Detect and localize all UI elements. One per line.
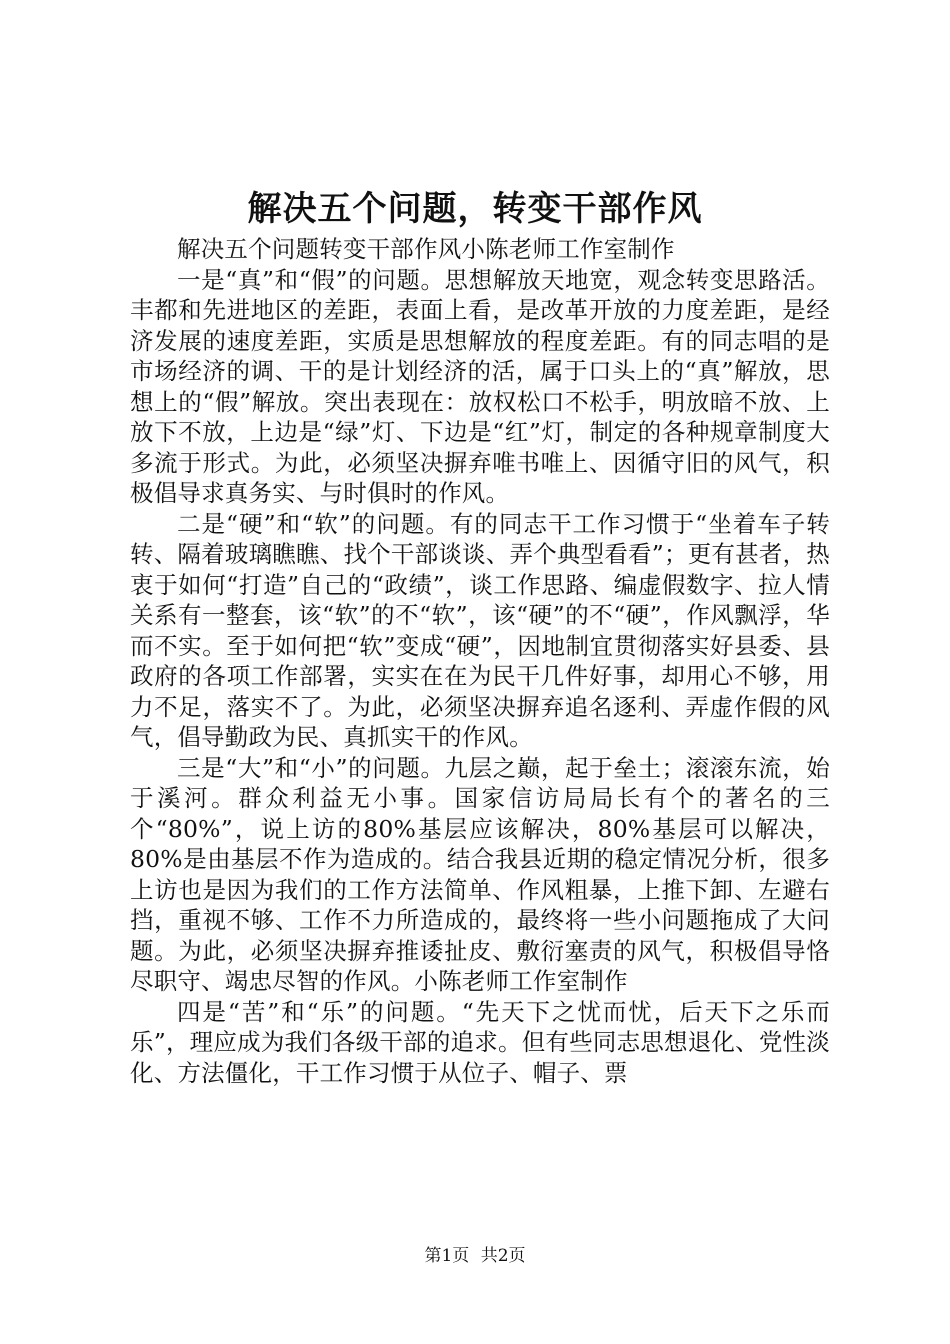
- paragraph-4: 四是“苦”和“乐”的问题。“先天下之忧而忧，后天下之乐而乐”，理应成为我们各级干部的追求。但有些同志思想退化、党性淡化、方法僵化，干工作习惯于从位子、帽子、票: [130, 997, 830, 1087]
- paragraph-3: 三是“大”和“小”的问题。九层之巅，起于垒土；滚滚东流，始于溪河。群众利益无小事。国家信访局局长有个的著名的三个“80%”，说上访的80%基层应该解决，80%基层可以解决，80%是由基层不作为造成的。结合我县近期的稳定情况分析，很多上访也是因为我们的工作方法简单、作风粗暴，上推下卸、左避右挡，重视不够、工作不力所造成的，最终将一些小问题拖成了大问题。为此，必须坚决摒弃推诿扯皮、敷衍塞责的风气，积极倡导恪尽职守、竭忠尽智的作风。小陈老师工作室制作: [130, 753, 830, 995]
- paragraph-1: 一是“真”和“假”的问题。思想解放天地宽，观念转变思路活。丰都和先进地区的差距，表面上看，是改革开放的力度差距，是经济发展的速度差距，实质是思想解放的程度差距。有的同志唱的是市场经济的调、干的是计划经济的活，属于口头上的“真”解放，思想上的“假”解放。突出表现在：放权松口不松手，明放暗不放、上放下不放，上边是“绿”灯、下边是“红”灯，制定的各种规章制度大多流于形式。为此，必须坚决摒弃唯书唯上、因循守旧的风气，积极倡导求真务实、与时俱时的作风。: [130, 265, 830, 507]
- subtitle-paragraph: 解决五个问题转变干部作风小陈老师工作室制作: [177, 235, 675, 263]
- document-body: [130, 234, 830, 1088]
- page-footer: [0, 1244, 950, 1268]
- page-number: 第1页: [424, 1246, 470, 1266]
- document-title: 解决五个问题，转变干部作风: [247, 189, 703, 229]
- paragraph-2: 二是“硬”和“软”的问题。有的同志干工作习惯于“坐着车子转转、隔着玻璃瞧瞧、找个干部谈谈、弄个典型看看”；更有甚者，热衷于如何“打造”自己的“政绩”，谈工作思路、编虚假数字、拉人情关系有一整套，该“软”的不“软”，该“硬”的不“硬”，作风飘浮，华而不实。至于如何把“软”变成“硬”，因地制宜贯彻落实好县委、县政府的各项工作部署，实实在在为民干几件好事，却用心不够，用力不足，落实不了。为此，必须坚决摒弃追名逐利、弄虚作假的风气，倡导勤政为民、真抓实干的作风。: [130, 509, 830, 751]
- page-total: 共2页: [480, 1246, 526, 1266]
